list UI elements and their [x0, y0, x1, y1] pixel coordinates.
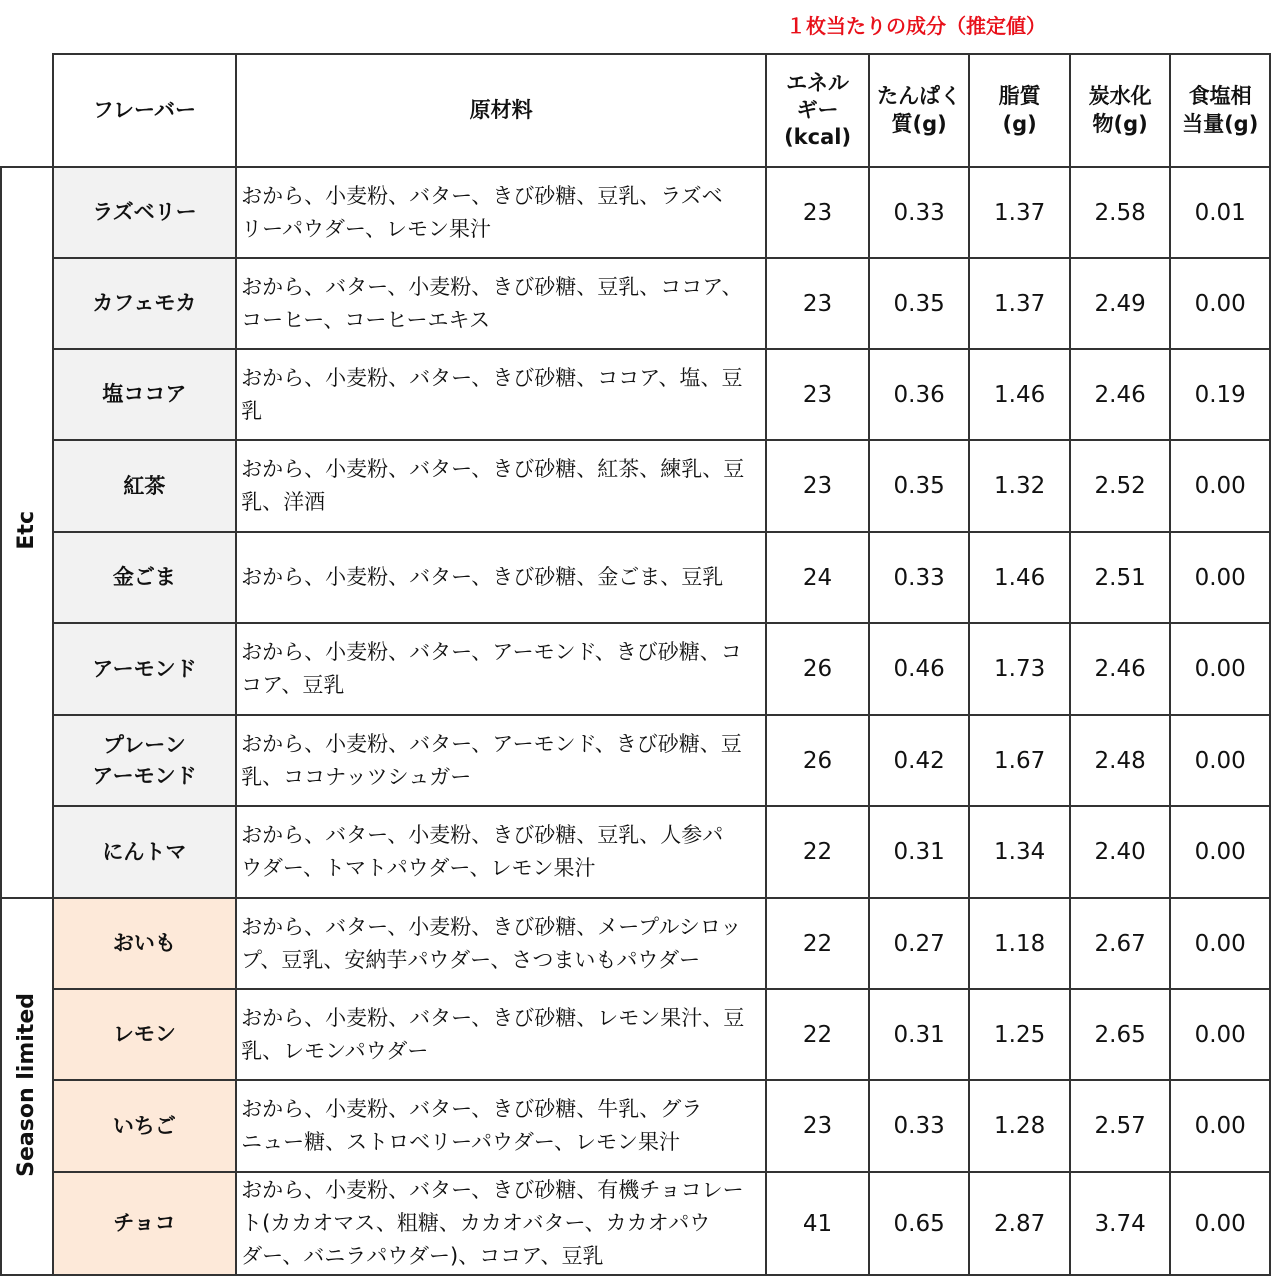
flavor-name-line: 塩ココア	[102, 382, 187, 407]
carbs-value: 2.40	[1070, 806, 1171, 898]
header-fat-line-2: (g)	[1002, 111, 1037, 136]
ingredients-line: おから、バター、小麦粉、きび砂糖、豆乳、人参パ	[241, 823, 724, 847]
table-row	[1, 167, 1270, 258]
flavor-cell	[53, 440, 236, 532]
fat-value: 1.28	[969, 1080, 1070, 1172]
ingredients-line: おから、小麦粉、バター、きび砂糖、紅茶、練乳、豆	[241, 457, 745, 481]
fat-value: 1.37	[969, 258, 1070, 349]
ingredients-cell	[236, 989, 766, 1080]
ingredients-cell	[236, 898, 766, 989]
carbs-value: 2.57	[1070, 1080, 1171, 1172]
protein-value: 0.33	[869, 532, 970, 623]
ingredients-line: おから、小麦粉、バター、アーモンド、きび砂糖、コ	[241, 640, 742, 664]
flavor-name-line: にんトマ	[102, 839, 187, 864]
ingredients-cell	[236, 349, 766, 440]
header-salt-line-2: 当量(g)	[1182, 111, 1259, 136]
carbs-value: 2.46	[1070, 349, 1171, 440]
fat-value: 1.37	[969, 167, 1070, 258]
ingredients-line: 乳	[241, 398, 263, 423]
header-fat-line-1: 脂質	[998, 84, 1041, 109]
ingredients-line: おから、小麦粉、バター、アーモンド、きび砂糖、豆	[241, 731, 742, 756]
ingredients-line: おから、小麦粉、バター、きび砂糖、金ごま、豆乳	[241, 565, 724, 589]
protein-value: 0.33	[869, 1080, 970, 1172]
flavor-name-line: アーモンド	[92, 763, 197, 788]
energy-value: 26	[766, 623, 869, 715]
protein-value: 0.65	[869, 1172, 970, 1275]
ingredients-cell	[236, 532, 766, 623]
ingredients-cell	[236, 1080, 766, 1172]
protein-value: 0.36	[869, 349, 970, 440]
salt-value: 0.00	[1170, 898, 1270, 989]
table-row	[1, 898, 1270, 989]
flavor-cell	[53, 258, 236, 349]
table-row	[1, 258, 1270, 349]
fat-value: 1.46	[969, 349, 1070, 440]
energy-value: 23	[766, 349, 869, 440]
ingredients-line: おから、小麦粉、バター、きび砂糖、豆乳、ラズベ	[241, 183, 723, 208]
carbs-value: 2.58	[1070, 167, 1171, 258]
flavor-cell	[53, 349, 236, 440]
carbs-value: 2.51	[1070, 532, 1171, 623]
energy-value: 23	[766, 1080, 869, 1172]
table-row	[1, 349, 1270, 440]
ingredients-line: コーヒー、コーヒーエキス	[241, 307, 491, 332]
ingredients-cell	[236, 1172, 766, 1275]
header-protein	[869, 54, 970, 167]
header-row	[1, 54, 1270, 167]
header-protein-line-2: 質(g)	[891, 111, 947, 136]
protein-value: 0.31	[869, 989, 970, 1080]
header-flavor	[53, 54, 236, 167]
ingredients-cell	[236, 167, 766, 258]
ingredients-line: おから、小麦粉、バター、きび砂糖、有機チョコレー	[241, 1178, 744, 1202]
header-energy	[766, 54, 869, 167]
header-carbs-line-1: 炭水化	[1088, 84, 1152, 109]
salt-value: 0.00	[1170, 989, 1270, 1080]
header-carbs	[1070, 54, 1171, 167]
flavor-name-line: おいも	[112, 931, 176, 956]
flavor-cell	[53, 806, 236, 898]
table-row	[1, 623, 1270, 715]
flavor-name-line: アーモンド	[92, 656, 197, 681]
table-row	[1, 806, 1270, 898]
energy-value: 22	[766, 806, 869, 898]
energy-value: 22	[766, 989, 869, 1080]
table-row	[1, 1172, 1270, 1275]
header-energy-line-1: エネル	[786, 70, 850, 95]
ingredients-line: 乳、ココナッツシュガー	[241, 764, 472, 789]
energy-value: 23	[766, 440, 869, 532]
carbs-value: 2.49	[1070, 258, 1171, 349]
flavor-name-line: レモン	[112, 1022, 176, 1047]
table-row	[1, 715, 1270, 806]
header-fat	[969, 54, 1070, 167]
fat-value: 1.73	[969, 623, 1070, 715]
flavor-cell	[53, 989, 236, 1080]
salt-value: 0.00	[1170, 806, 1270, 898]
header-corner	[1, 54, 53, 167]
energy-value: 23	[766, 258, 869, 349]
ingredients-line: リーパウダー、レモン果汁	[241, 216, 491, 241]
ingredients-cell	[236, 623, 766, 715]
fat-value: 1.32	[969, 440, 1070, 532]
protein-value: 0.33	[869, 167, 970, 258]
table-row	[1, 532, 1270, 623]
carbs-value: 2.65	[1070, 989, 1171, 1080]
protein-value: 0.31	[869, 806, 970, 898]
header-protein-line-1: たんぱく	[877, 84, 962, 109]
flavor-name-line: カフェモカ	[92, 291, 197, 316]
carbs-value: 2.48	[1070, 715, 1171, 806]
header-flavor-label: フレーバー	[92, 97, 196, 122]
ingredients-cell	[236, 806, 766, 898]
flavor-name-line: チョコ	[113, 1211, 176, 1236]
ingredients-line: コア、豆乳	[241, 673, 345, 697]
flavor-name-line: ラズベリー	[92, 200, 197, 225]
salt-value: 0.00	[1170, 1080, 1270, 1172]
fat-value: 1.67	[969, 715, 1070, 806]
protein-value: 0.42	[869, 715, 970, 806]
salt-value: 0.00	[1170, 258, 1270, 349]
salt-value: 0.00	[1170, 1172, 1270, 1275]
ingredients-cell	[236, 258, 766, 349]
ingredients-cell	[236, 715, 766, 806]
ingredients-line: プ、豆乳、安納芋パウダー、さつまいもパウダー	[241, 947, 701, 972]
group-cell	[1, 167, 53, 898]
table-row	[1, 440, 1270, 532]
carbs-value: 2.67	[1070, 898, 1171, 989]
carbs-value: 2.52	[1070, 440, 1171, 532]
group-cell	[1, 898, 53, 1275]
ingredients-line: ニュー糖、ストロベリーパウダー、レモン果汁	[241, 1130, 680, 1154]
flavor-cell	[53, 898, 236, 989]
table-row	[1, 1080, 1270, 1172]
flavor-cell	[53, 167, 236, 258]
ingredients-line: ウダー、トマトパウダー、レモン果汁	[241, 856, 596, 880]
table-body	[1, 167, 1270, 1275]
ingredients-line: おから、小麦粉、バター、きび砂糖、レモン果汁、豆	[241, 1005, 745, 1030]
table-caption: １枚当たりの成分（推定値）	[786, 14, 1046, 38]
header-energy-line-3: (kcal)	[784, 125, 852, 150]
energy-value: 41	[766, 1172, 869, 1275]
energy-value: 22	[766, 898, 869, 989]
ingredients-line: おから、小麦粉、バター、きび砂糖、ココア、塩、豆	[241, 365, 743, 390]
fat-value: 1.25	[969, 989, 1070, 1080]
ingredients-line: ダー、バニラパウダー)、ココア、豆乳	[241, 1244, 604, 1268]
fat-value: 1.46	[969, 532, 1070, 623]
ingredients-line: 乳、洋酒	[241, 490, 326, 514]
flavor-name-line: プレーン	[103, 733, 186, 758]
protein-value: 0.35	[869, 258, 970, 349]
salt-value: 0.00	[1170, 532, 1270, 623]
protein-value: 0.35	[869, 440, 970, 532]
table-row	[1, 989, 1270, 1080]
header-energy-line-2: ギー	[796, 97, 839, 122]
group-label: Season limited	[14, 992, 40, 1177]
carbs-value: 2.46	[1070, 623, 1171, 715]
salt-value: 0.00	[1170, 623, 1270, 715]
fat-value: 1.34	[969, 806, 1070, 898]
ingredients-line: おから、バター、小麦粉、きび砂糖、メープルシロッ	[241, 914, 742, 939]
flavor-cell	[53, 715, 236, 806]
flavor-cell	[53, 623, 236, 715]
flavor-cell	[53, 1172, 236, 1275]
fat-value: 1.18	[969, 898, 1070, 989]
carbs-value: 3.74	[1070, 1172, 1171, 1275]
flavor-cell	[53, 1080, 236, 1172]
flavor-name-line: 金ごま	[112, 565, 176, 590]
group-label: Etc	[14, 511, 40, 550]
flavor-name-line: いちご	[112, 1113, 176, 1138]
salt-value: 0.01	[1170, 167, 1270, 258]
header-ingredients	[236, 54, 766, 167]
ingredients-line: 乳、レモンパウダー	[241, 1038, 429, 1063]
nutrition-table	[0, 53, 1271, 1276]
salt-value: 0.19	[1170, 349, 1270, 440]
energy-value: 26	[766, 715, 869, 806]
energy-value: 24	[766, 532, 869, 623]
protein-value: 0.46	[869, 623, 970, 715]
energy-value: 23	[766, 167, 869, 258]
header-ingredients-label: 原材料	[469, 97, 533, 122]
header-salt	[1170, 54, 1270, 167]
header-carbs-line-2: 物(g)	[1092, 111, 1148, 136]
header-salt-line-1: 食塩相	[1188, 84, 1252, 109]
ingredients-line: ト(カカオマス、粗糖、カカオバター、カカオパウ	[241, 1211, 711, 1235]
salt-value: 0.00	[1170, 440, 1270, 532]
flavor-name-line: 紅茶	[123, 473, 166, 498]
flavor-cell	[53, 532, 236, 623]
ingredients-line: おから、小麦粉、バター、きび砂糖、牛乳、グラ	[241, 1097, 703, 1121]
salt-value: 0.00	[1170, 715, 1270, 806]
ingredients-cell	[236, 440, 766, 532]
fat-value: 2.87	[969, 1172, 1070, 1275]
protein-value: 0.27	[869, 898, 970, 989]
ingredients-line: おから、バター、小麦粉、きび砂糖、豆乳、ココア、	[241, 274, 743, 299]
